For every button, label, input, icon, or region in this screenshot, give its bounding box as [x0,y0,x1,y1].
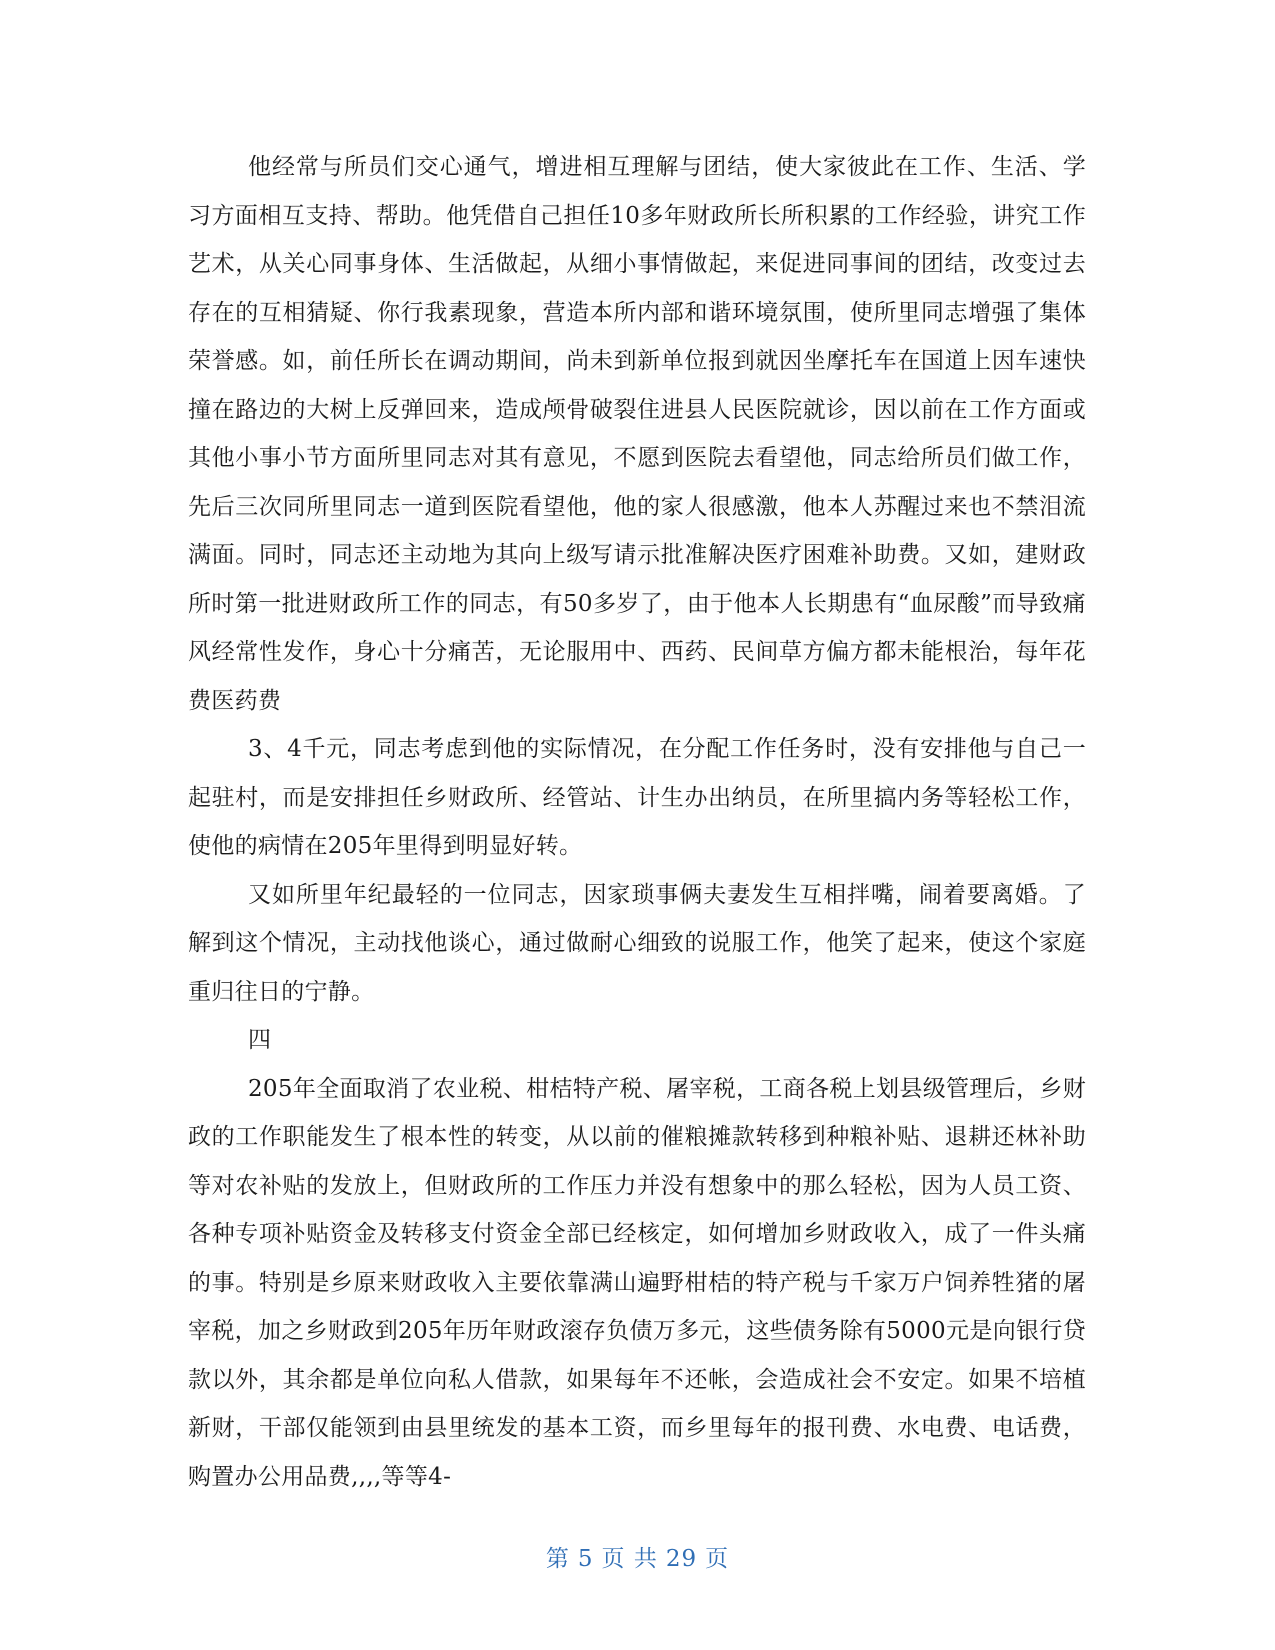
footer-page-number: 5 [577,1546,594,1572]
footer-prefix: 第 [545,1546,570,1572]
footer-suffix: 页 [705,1546,730,1572]
document-body [188,143,1086,1501]
footer-middle: 页 共 [601,1546,658,1572]
page-footer [0,1540,1275,1573]
paragraph-1: 他经常与所员们交心通气，增进相互理解与团结，使大家彼此在工作、生活、学习方面相互支持、帮助。他凭借自己担任10多年财政所长所积累的工作经验，讲究工作艺术，从关心同事身体、生活做起，从细小事情做起，来促进同事间的团结，改变过去存在的互相猜疑、你行我素现象，营造本所内部和谐环境氛围，使所里同志增强了集体荣誉感。如，前任所长在调动期间，尚未到新单位报到就因坐摩托车在国道上因车速快撞在路边的大树上反弹回来，造成颅骨破裂住进县人民医院就诊，因以前在工作方面或其他小事小节方面所里同志对其有意见，不愿到医院去看望他，同志给所员们做工作，先后三次同所里同志一道到医院看望他，他的家人很感激，他本人苏醒过来也不禁泪流满面。同时，同志还主动地为其向上级写请示批准解决医疗困难补助费。又如，建财政所时第一批进财政所工作的同志，有50多岁了，由于他本人长期患有“血尿酸”而导致痛风经常性发作，身心十分痛苦，无论服用中、西药、民间草方偏方都未能根治，每年花费医药费 [188,154,1086,714]
paragraph-4: 205年全面取消了农业税、柑桔特产税、屠宰税，工商各税上划县级管理后，乡财政的工作职能发生了根本性的转变，从以前的催粮摊款转移到种粮补贴、退耕还林补助等对农补贴的发放上，但财政所的工作压力并没有想象中的那么轻松，因为人员工资、各种专项补贴资金及转移支付资金全部已经核定，如何增加乡财政收入，成了一件头痛的事。特别是乡原来财政收入主要依靠满山遍野柑桔的特产税与千家万户饲养牲猪的屠宰税，加之乡财政到205年历年财政滚存负债万多元，这些债务除有5000元是向银行贷款以外，其余都是单位向私人借款，如果每年不还帐，会造成社会不安定。如果不培植新财，干部仅能领到由县里统发的基本工资，而乡里每年的报刊费、水电费、电话费，购置办公用品费,,,,等等4- [188,1075,1086,1490]
paragraph-2: 3、4千元，同志考虑到他的实际情况，在分配工作任务时，没有安排他与自己一起驻村，而是安排担任乡财政所、经管站、计生办出纳员，在所里搞内务等轻松工作，使他的病情在205年里得到明显好转。 [188,736,1086,859]
paragraph-3: 又如所里年纪最轻的一位同志，因家琐事俩夫妻发生互相拌嘴，闹着要离婚。了解到这个情况，主动找他谈心，通过做耐心细致的说服工作，他笑了起来，使这个家庭重归往日的宁静。 [188,881,1086,1005]
section-heading: 四 [248,1027,272,1053]
footer-total-pages: 29 [665,1546,698,1572]
